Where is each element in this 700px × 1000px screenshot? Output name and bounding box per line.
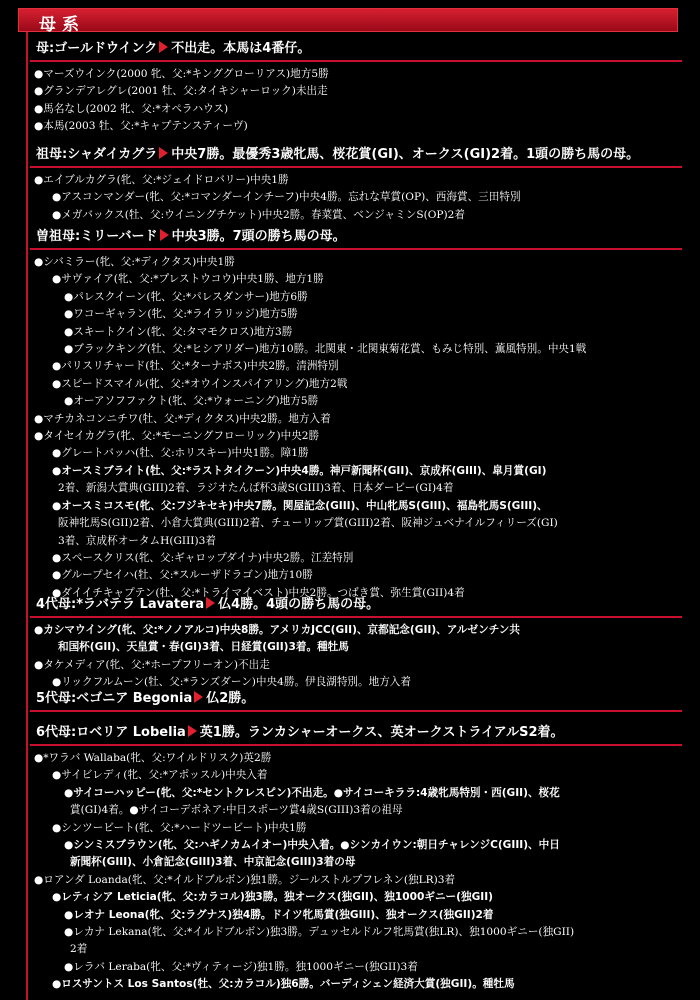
entry-text: ●オースミブライト(牡、父:*ラストタイクーン)中央4勝。神戸新聞杯(GII)、京成杯(GIII)、皐月賞(GI) bbox=[52, 464, 547, 477]
entry-text: 2着、新潟大賞典(GIII)2着、ラジオたんぱ杯3歳S(GIII)3着、日本ダービー(GI)4着 bbox=[58, 482, 454, 495]
triangle-arrow-icon bbox=[159, 41, 168, 53]
offspring-entry bbox=[30, 750, 682, 767]
triangle-arrow-icon bbox=[160, 229, 169, 241]
dam-name: 4代母:*ラバテラ Lavatera bbox=[36, 597, 205, 612]
offspring-entry bbox=[30, 463, 682, 480]
offspring-entry bbox=[30, 83, 682, 100]
entry-text: ●本馬(2003 牡、父:*キャプテンスティーヴ) bbox=[34, 120, 248, 133]
offspring-entry bbox=[30, 515, 682, 532]
entry-text: 和国杯(GII)、天皇賞・春(GI)3着、日経賞(GII)3着。種牡馬 bbox=[58, 641, 349, 654]
entry-text: ●スペースクリス(牝、父:ギャロップダイナ)中央2勝。江差特別 bbox=[52, 551, 354, 564]
entry-text: ●スキートクイン(牝、父:タマモクロス)地方3勝 bbox=[64, 325, 293, 338]
entry-text: ●スピードスマイル(牝、父:*オウインスパイアリング)地方2戦 bbox=[52, 377, 348, 390]
entry-text: ●ワコーギャラン(牝、父:*ライラリッジ)地方5勝 bbox=[64, 308, 298, 321]
entry-text: ●シンツービート(牝、父:*ハードツービート)中央1勝 bbox=[52, 821, 307, 834]
entry-text: ●サヴァイア(牝、父:*プレストウコウ)中央1勝、地方1勝 bbox=[52, 273, 324, 286]
offspring-entry bbox=[30, 498, 682, 515]
entry-text: ●タケメディア(牝、父:*ホープフリーオン)不出走 bbox=[34, 658, 270, 671]
entry-text: ●ロスサントス Los Santos(牡、父:カラコル)独6勝。バーディシェン経済大賞(独GII)。種牡馬 bbox=[52, 978, 515, 991]
offspring-entry bbox=[30, 172, 682, 189]
offspring-entry bbox=[30, 207, 682, 224]
offspring-entry bbox=[30, 289, 682, 306]
section-header bbox=[30, 688, 682, 712]
generation-section bbox=[30, 594, 682, 692]
entry-text: ●グループセイハ(牡、父:*スルーザドラゴン)地方10勝 bbox=[52, 569, 313, 582]
entry-text: ●ダイイチキャプテン(牡、父:*トライマイベスト)中央2勝。つばき賞、弥生賞(GII)4着 bbox=[52, 586, 465, 599]
entry-text: ●マチカネコンニチワ(牡、父:*ディクタス)中央2勝。地方入着 bbox=[34, 412, 331, 425]
offspring-entry bbox=[30, 924, 682, 941]
dam-record: 不出走。本馬は4番仔。 bbox=[171, 41, 311, 56]
offspring-entry bbox=[30, 376, 682, 393]
dam-record: 仏4勝。4頭の勝ち馬の母。 bbox=[218, 597, 380, 612]
offspring-entry bbox=[30, 341, 682, 358]
entry-text: ●アスコンマンダー(牝、父:*コマンダーインチーフ)中央4勝。忘れな草賞(OP)、西海賞、三田特別 bbox=[52, 191, 521, 204]
entry-text: ●オーアソフファクト(牝、父:*ウォーニング)地方5勝 bbox=[64, 395, 319, 408]
generation-section bbox=[30, 38, 682, 136]
offspring-entry bbox=[30, 533, 682, 550]
entry-text: ●グレートバッハ(牡、父:ホリスキー)中央1勝。障1勝 bbox=[52, 447, 309, 460]
entry-text: ●レカナ Lekana(牝、父:*イルドブルボン)独3勝。デュッセルドルフ牝馬賞(独LR)、独1000ギニー(独GII) bbox=[64, 926, 575, 939]
offspring-entry bbox=[30, 66, 682, 83]
section-header bbox=[30, 594, 682, 618]
entry-text: 新聞杯(GIII)、小倉記念(GIII)3着、中京記念(GIII)3着の母 bbox=[70, 856, 356, 869]
offspring-entry bbox=[30, 550, 682, 567]
offspring-entry bbox=[30, 254, 682, 271]
entry-text: ●レラバ Leraba(牝、父:*ヴィティージ)独1勝。独1000ギニー(独GII)3着 bbox=[64, 960, 418, 973]
offspring-entry bbox=[30, 306, 682, 323]
entry-text: ●カシマウイング(牝、父:*ノノアルコ)中央8勝。アメリカJCC(GII)、京都記念(GII)、アルゼンチン共 bbox=[34, 624, 520, 636]
triangle-arrow-icon bbox=[159, 147, 168, 159]
offspring-entry bbox=[30, 189, 682, 206]
offspring-entry bbox=[30, 358, 682, 375]
entry-text: ●*ワラバ Wallaba(牝、父:ワイルドリスク)英2勝 bbox=[34, 752, 272, 764]
entry-text: ●リックフルムーン(牡、父:*ランズダーン)中央4勝。伊良湖特別。地方入着 bbox=[52, 676, 411, 689]
dam-record: 中央7勝。最優秀3歳牝馬、桜花賞(GI)、オークス(GI)2着。1頭の勝ち馬の母。 bbox=[171, 147, 640, 162]
offspring-entry bbox=[30, 657, 682, 674]
dam-record: 英1勝。ランカシャーオークス、英オークストライアルS2着。 bbox=[199, 725, 564, 740]
offspring-entry bbox=[30, 411, 682, 428]
entry-text: 3着、京成杯オータムH(GIII)3着 bbox=[58, 534, 216, 547]
entry-text: 賞(GI)4着。●サイコーデボネア:中日スポーツ賞4歳S(GIII)3着の祖母 bbox=[70, 804, 403, 817]
entry-text: ●シンミスブラウン(牝、父:ハギノカムイオー)中央入着。●シンカイウン:朝日チャレンジC(GIII)、中日 bbox=[64, 839, 560, 852]
entry-text: ●ロアンダ Loanda(牝、父:*イルドブルボン)独1勝。ジールストルプフレネン(独LR)3着 bbox=[34, 873, 456, 886]
offspring-entry bbox=[30, 854, 682, 871]
offspring-entry bbox=[30, 445, 682, 462]
offspring-entry bbox=[30, 959, 682, 976]
offspring-entry bbox=[30, 889, 682, 906]
entry-text: ●サイコーハッピー(牝、父:*セントクレスピン)不出走。●サイコーキララ:4歳牝馬特別・西(GII)、桜花 bbox=[64, 786, 560, 799]
offspring-entry bbox=[30, 428, 682, 445]
entry-text: ●レティシア Leticia(牝、父:カラコル)独3勝。独オークス(独GII)、独1000ギニー(独GII) bbox=[52, 891, 493, 904]
generation-section bbox=[30, 144, 682, 224]
offspring-entry bbox=[30, 820, 682, 837]
generation-section bbox=[30, 226, 682, 602]
section-header bbox=[30, 226, 682, 250]
offspring-entry bbox=[30, 941, 682, 958]
entry-text: ●馬名なし(2002 牝、父:*オペラハウス) bbox=[34, 102, 229, 115]
dam-name: 母:ゴールドウインク bbox=[36, 41, 158, 56]
dam-name: 曽祖母:ミリーバード bbox=[36, 229, 158, 244]
entry-text: ●パレスクイーン(牝、父:*パレスダンサー)地方6勝 bbox=[64, 290, 308, 303]
offspring-entry bbox=[30, 101, 682, 118]
left-rule bbox=[26, 30, 28, 1000]
entry-text: ●エイブルカグラ(牝、父:*ジェイドロバリー)中央1勝 bbox=[34, 174, 289, 186]
offspring-entry bbox=[30, 118, 682, 135]
offspring-entry bbox=[30, 785, 682, 802]
entry-text: ●サイビレディ(牝、父:*アポッスル)中央入着 bbox=[52, 769, 268, 782]
entry-text: ●オースミコスモ(牝、父:フジキセキ)中央7勝。関屋記念(GIII)、中山牝馬S(GIII)、福島牝馬S(GIII)、 bbox=[52, 499, 548, 512]
offspring-entry bbox=[30, 480, 682, 497]
offspring-entry bbox=[30, 907, 682, 924]
offspring-entry bbox=[30, 324, 682, 341]
entry-text: ●マーズウインク(2000 牝、父:*キンググローリアス)地方5勝 bbox=[34, 68, 329, 80]
dam-record: 中央3勝。7頭の勝ち馬の母。 bbox=[171, 229, 346, 244]
entry-text: ●グランデアレグレ(2001 牡、父:タイキシャーロック)未出走 bbox=[34, 85, 328, 98]
offspring-entry bbox=[30, 872, 682, 889]
offspring-entry bbox=[30, 976, 682, 993]
offspring-entry bbox=[30, 271, 682, 288]
section-header bbox=[30, 144, 682, 168]
entry-text: 阪神牝馬S(GII)2着、小倉大賞典(GIII)2着、チューリップ賞(GIII)2着、阪神ジュベナイルフィリーズ(GI) bbox=[58, 517, 558, 530]
entry-text: 2着 bbox=[70, 943, 88, 956]
offspring-entry bbox=[30, 567, 682, 584]
entry-text: ●ブラックキング(牡、父:*ヒシアリダー)地方10勝。北関東・北関東菊花賞、もみじ特別、薫風特別。中央1戦 bbox=[64, 343, 587, 356]
offspring-entry bbox=[30, 767, 682, 784]
offspring-entry bbox=[30, 393, 682, 410]
entry-text: ●シバミラー(牝、父:*ディクタス)中央1勝 bbox=[34, 256, 235, 268]
dam-name: 祖母:シャダイカグラ bbox=[36, 147, 158, 162]
offspring-entry bbox=[30, 639, 682, 656]
triangle-arrow-icon bbox=[188, 725, 197, 737]
section-header bbox=[30, 722, 682, 746]
offspring-entry bbox=[30, 802, 682, 819]
triangle-arrow-icon bbox=[194, 691, 203, 703]
section-header bbox=[30, 38, 682, 62]
dam-name: 5代母:ベゴニア Begonia bbox=[36, 691, 193, 706]
entry-text: ●パリスリチャード(牡、父:*ターナボス)中央2勝。清洲特別 bbox=[52, 360, 339, 373]
dam-record: 仏2勝。 bbox=[206, 691, 255, 706]
title-bar bbox=[18, 8, 678, 35]
offspring-entry bbox=[30, 622, 682, 639]
page-title: 母系 bbox=[39, 15, 85, 35]
offspring-entry bbox=[30, 837, 682, 854]
generation-section bbox=[30, 722, 682, 994]
entry-text: ●メガバックス(牡、父:ウイニングチケット)中央2勝。春菜賞、ベンジャミンS(OP)2着 bbox=[52, 208, 465, 221]
generation-section bbox=[30, 688, 682, 712]
entry-text: ●レオナ Leona(牝、父:ラグナス)独4勝。ドイツ牝馬賞(独GIII)、独オークス(独GII)2着 bbox=[64, 908, 494, 921]
dam-name: 6代母:ロベリア Lobelia bbox=[36, 725, 186, 740]
entry-text: ●タイセイカグラ(牝、父:*モーニングフローリック)中央2勝 bbox=[34, 430, 320, 443]
triangle-arrow-icon bbox=[206, 597, 215, 609]
